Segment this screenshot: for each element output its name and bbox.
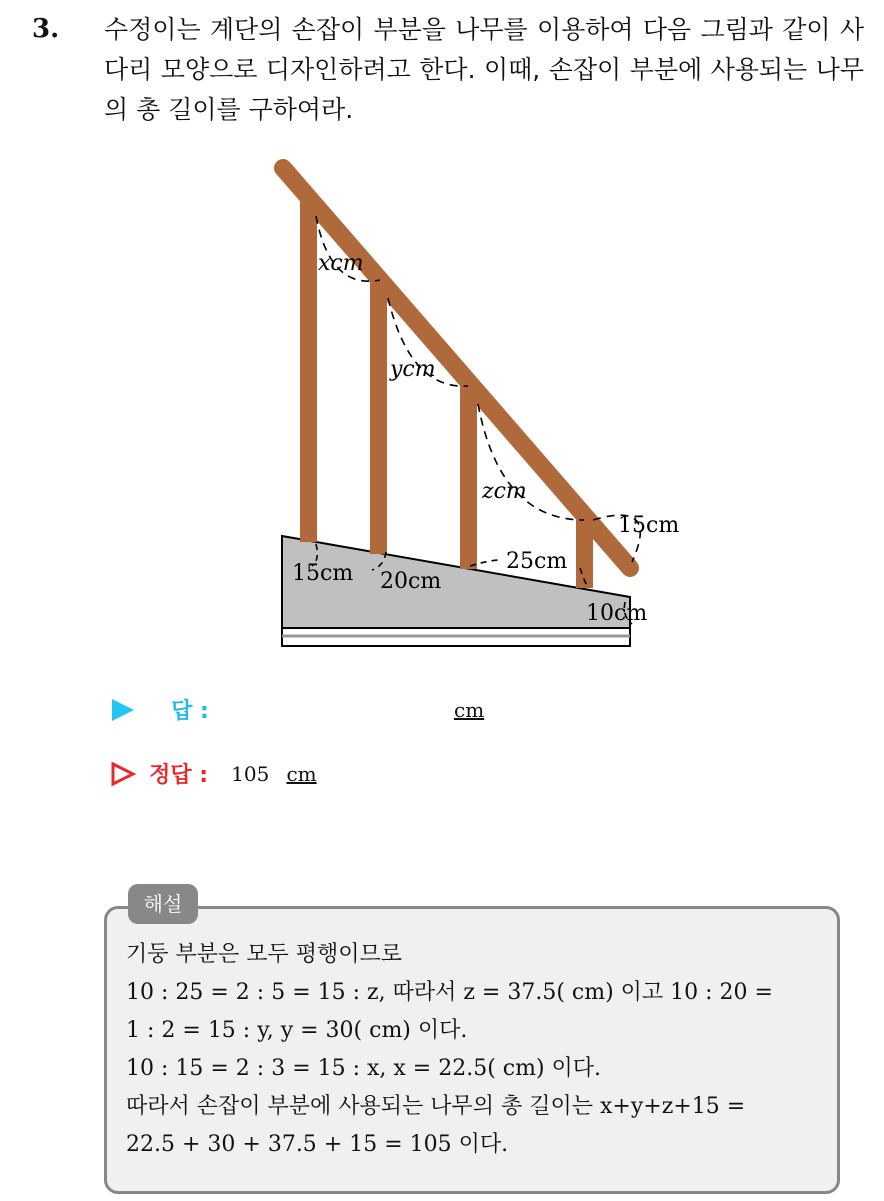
correct-answer-row bbox=[110, 758, 317, 789]
post-2 bbox=[370, 278, 387, 554]
solution-line: 1 : 2 = 15 : y, y = 30( cm) 이다. bbox=[126, 1018, 468, 1043]
play-triangle-icon bbox=[110, 697, 136, 723]
label-base-10: 10cm bbox=[586, 601, 648, 626]
solution-line: 22.5 + 30 + 37.5 + 15 = 105 이다. bbox=[126, 1132, 509, 1157]
solution-line: 10 : 15 = 2 : 3 = 15 : x, x = 22.5( cm) 이다. bbox=[126, 1056, 602, 1081]
answer-label: 답 : bbox=[171, 699, 209, 724]
answer-row bbox=[110, 694, 209, 725]
post-1 bbox=[300, 196, 317, 542]
solution-line: 10 : 25 = 2 : 5 = 15 : z, 따라서 z = 37.5( cm) 이고 10 : 20 = bbox=[126, 980, 773, 1005]
post-3 bbox=[460, 385, 477, 569]
solution-text bbox=[126, 936, 826, 1164]
correct-answer-label: 정답 : bbox=[149, 763, 209, 788]
label-base-15: 15cm bbox=[292, 561, 354, 586]
outline-triangle-icon bbox=[110, 761, 136, 787]
label-top-15: 15cm bbox=[618, 513, 680, 538]
answer-unit: cm bbox=[454, 698, 485, 722]
label-base-20: 20cm bbox=[380, 569, 442, 594]
correct-answer-unit: cm bbox=[286, 761, 317, 786]
question-text: 수정이는 계단의 손잡이 부분을 나무를 이용하여 다음 그림과 같이 사다리 모양으로 디자인하려고 한다. 이때, 손잡이 부분에 사용되는 나무의 총 길이를 구하여라. bbox=[104, 15, 864, 124]
label-z: zcm bbox=[482, 479, 527, 504]
label-y: ycm bbox=[390, 357, 436, 382]
label-x: xcm bbox=[318, 251, 364, 276]
handrail bbox=[283, 168, 630, 568]
solution-line: 따라서 손잡이 부분에 사용되는 나무의 총 길이는 x+y+z+15 = bbox=[126, 1094, 746, 1119]
label-base-25: 25cm bbox=[506, 549, 568, 574]
question-number: 3. bbox=[32, 14, 60, 44]
solution-line: 기둥 부분은 모두 평행이므로 bbox=[126, 942, 403, 967]
solution-tab: 해설 bbox=[128, 884, 198, 924]
correct-answer-value: 105 bbox=[231, 761, 270, 786]
